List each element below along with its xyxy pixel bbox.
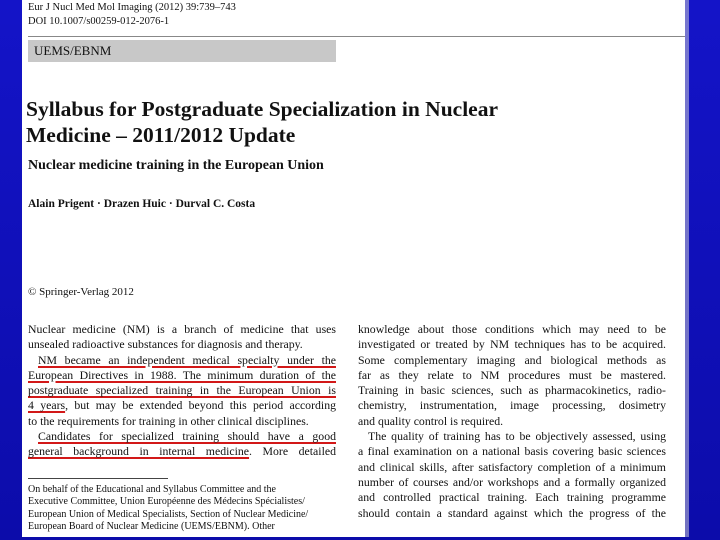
text-line: and quality control is required. xyxy=(358,413,504,428)
paper-subtitle: Nuclear medicine training in the European Union xyxy=(28,158,324,173)
right-column-text xyxy=(358,322,666,521)
text-line: number of courses and/or workshops and a formally organized xyxy=(358,474,666,489)
text-line: a final examination on a national basis covering basic sciences xyxy=(358,444,666,459)
text-line: chemistry, instrumentation, image processing, dosimetry xyxy=(358,398,666,413)
paper-title xyxy=(26,96,666,148)
highlighted-text: general background in internal medicine xyxy=(28,444,250,459)
highlighted-text: European Directives in 1988. The minimum duration of the xyxy=(28,367,336,382)
text-line: and controlled practical training. Each training programme xyxy=(358,490,666,505)
highlighted-text: NM became an independent medical specialty under the xyxy=(38,352,336,367)
title-line-2: Medicine – 2011/2012 Update xyxy=(26,123,296,147)
text-line: knowledge about those conditions which may need to be xyxy=(358,322,666,336)
highlighted-text: 4 years xyxy=(28,398,66,413)
text-line: and clinical skills, after satisfactory completion of a minimum xyxy=(358,459,666,474)
text-fragment: . More detailed xyxy=(249,444,336,459)
footnote-divider xyxy=(28,478,168,479)
text-line: The quality of training has to be objectively assessed, using xyxy=(368,429,666,444)
doi: DOI 10.1007/s00259-012-2076-1 xyxy=(28,16,170,27)
text-line: Some complementary imaging and biological methods as xyxy=(358,352,666,367)
text-line xyxy=(28,429,336,444)
text-line: far as they relate to NM procedures must be mastered. xyxy=(358,367,666,382)
footnote-line: European Union of Medical Specialists, Section of Nuclear Medicine/ xyxy=(28,508,309,520)
text-fragment: , but may be extended beyond this period according xyxy=(65,398,336,413)
text-line: should contain a standard against which the progress of the xyxy=(358,505,666,520)
paper-page xyxy=(22,0,685,537)
text-line xyxy=(28,383,336,398)
footnote-line: Executive Committee, Union Européenne des Médecins Spécialistes/ xyxy=(28,496,305,508)
text-line xyxy=(28,444,336,459)
text-line: to the requirements for training in other clinical disciplines. xyxy=(28,413,309,428)
highlighted-text: Candidates for specialized training should have a good xyxy=(38,429,336,444)
title-line-1: Syllabus for Postgraduate Specialization in Nuclear xyxy=(26,97,499,121)
copyright-notice: © Springer-Verlag 2012 xyxy=(28,286,134,298)
text-line xyxy=(28,398,336,413)
journal-reference xyxy=(28,1,236,29)
text-line: investigated or treated by NM techniques has to be acquired. xyxy=(358,337,666,352)
text-line: unsealed radioactive substances for diagnosis and therapy. xyxy=(28,337,303,352)
footnote-line: European Board of Nuclear Medicine (UEMS/EBNM). Other xyxy=(28,521,275,533)
footnote-line: On behalf of the Educational and Syllabus Committee and the xyxy=(28,484,276,495)
text-line xyxy=(28,368,336,383)
footnote xyxy=(28,484,348,534)
page-edge-shadow xyxy=(685,0,689,537)
highlighted-text: postgraduate specialized training in the European Union is xyxy=(28,383,336,398)
header-divider xyxy=(28,36,685,37)
left-column-text xyxy=(28,322,336,460)
author-list: Alain Prigent · Drazen Huic · Durval C. Costa xyxy=(28,198,256,210)
journal-citation: Eur J Nucl Med Mol Imaging (2012) 39:739–743 xyxy=(28,2,236,13)
text-line xyxy=(28,353,336,368)
text-line: Training in basic sciences, such as pharmacokinetics, radio- xyxy=(358,383,666,398)
section-label: UEMS/EBNM xyxy=(28,40,336,62)
text-line: Nuclear medicine (NM) is a branch of medicine that uses xyxy=(28,322,336,336)
